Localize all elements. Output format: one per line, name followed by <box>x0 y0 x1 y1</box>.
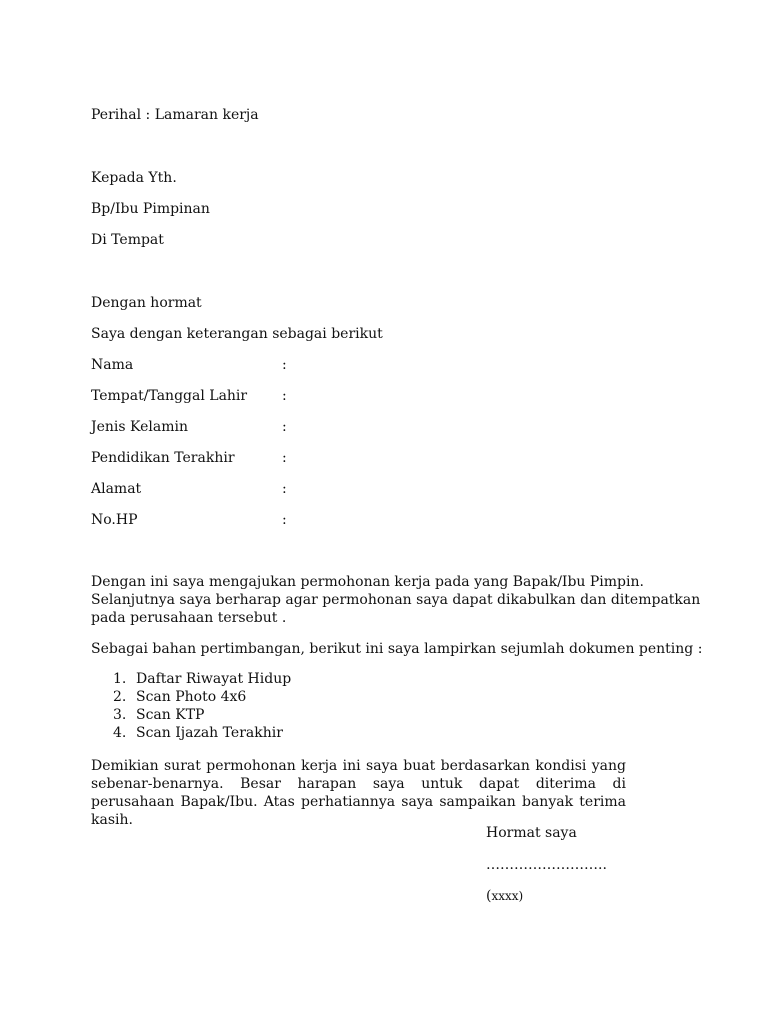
field-label-pendidikan-terakhir: Pendidikan Terakhir <box>91 450 235 466</box>
signature-line: …………………….. <box>486 857 607 873</box>
body-paragraph-line-1: Dengan ini saya mengajukan permohonan kerja pada yang Bapak/Ibu Pimpin. <box>91 574 644 590</box>
field-colon: : <box>282 357 287 373</box>
signature-name-text: xxxx) <box>491 889 524 903</box>
recipient-line-2: Bp/Ibu Pimpinan <box>91 201 210 217</box>
list-item <box>91 724 291 742</box>
body-paragraph-line-2: Selanjutnya saya berharap agar permohonan saya dapat dikabulkan dan ditempatkan <box>91 592 701 608</box>
field-colon: : <box>282 481 287 497</box>
list-item <box>91 670 291 688</box>
recipient-line-3: Di Tempat <box>91 232 164 248</box>
list-item-text: Scan Photo 4x6 <box>136 689 247 705</box>
list-item <box>91 706 291 724</box>
letter-subject: Perihal : Lamaran kerja <box>91 107 259 123</box>
field-colon: : <box>282 512 287 528</box>
field-label-tempat-tanggal-lahir: Tempat/Tanggal Lahir <box>91 388 248 404</box>
body-paragraph-line-3: pada perusahaan tersebut . <box>91 610 287 626</box>
field-label-nama: Nama <box>91 357 134 373</box>
field-label-no-hp: No.HP <box>91 512 138 528</box>
list-item-text: Daftar Riwayat Hidup <box>136 671 292 687</box>
field-colon: : <box>282 419 287 435</box>
salutation: Dengan hormat <box>91 295 202 311</box>
list-item <box>91 688 291 706</box>
list-item-number: 1. <box>113 671 127 687</box>
recipient-line-1: Kepada Yth. <box>91 170 177 186</box>
list-item-text: Scan KTP <box>136 707 205 723</box>
attachments-list <box>91 670 291 742</box>
list-item-number: 4. <box>113 725 127 741</box>
list-item-number: 3. <box>113 707 127 723</box>
closing-paragraph: Demikian surat permohonan kerja ini saya buat berdasarkan kondisi yang sebenar-benarnya. Besar harapan saya untuk dapat diterima di perusahaan Bapak/Ibu. Atas perhatiannya saya sampaikan banyak terima kasih. <box>91 758 626 828</box>
field-label-alamat: Alamat <box>91 481 142 497</box>
field-colon: : <box>282 450 287 466</box>
list-item-number: 2. <box>113 689 127 705</box>
field-colon: : <box>282 388 287 404</box>
field-label-jenis-kelamin: Jenis Kelamin <box>91 419 188 435</box>
closing-greeting: Hormat saya <box>486 825 577 841</box>
signature-name <box>486 887 523 905</box>
intro-text: Saya dengan keterangan sebagai berikut <box>91 326 383 342</box>
attachments-intro: Sebagai bahan pertimbangan, berikut ini saya lampirkan sejumlah dokumen penting : <box>91 641 703 657</box>
list-item-text: Scan Ijazah Terakhir <box>136 725 283 741</box>
signature-paren-open: ( <box>486 888 492 904</box>
